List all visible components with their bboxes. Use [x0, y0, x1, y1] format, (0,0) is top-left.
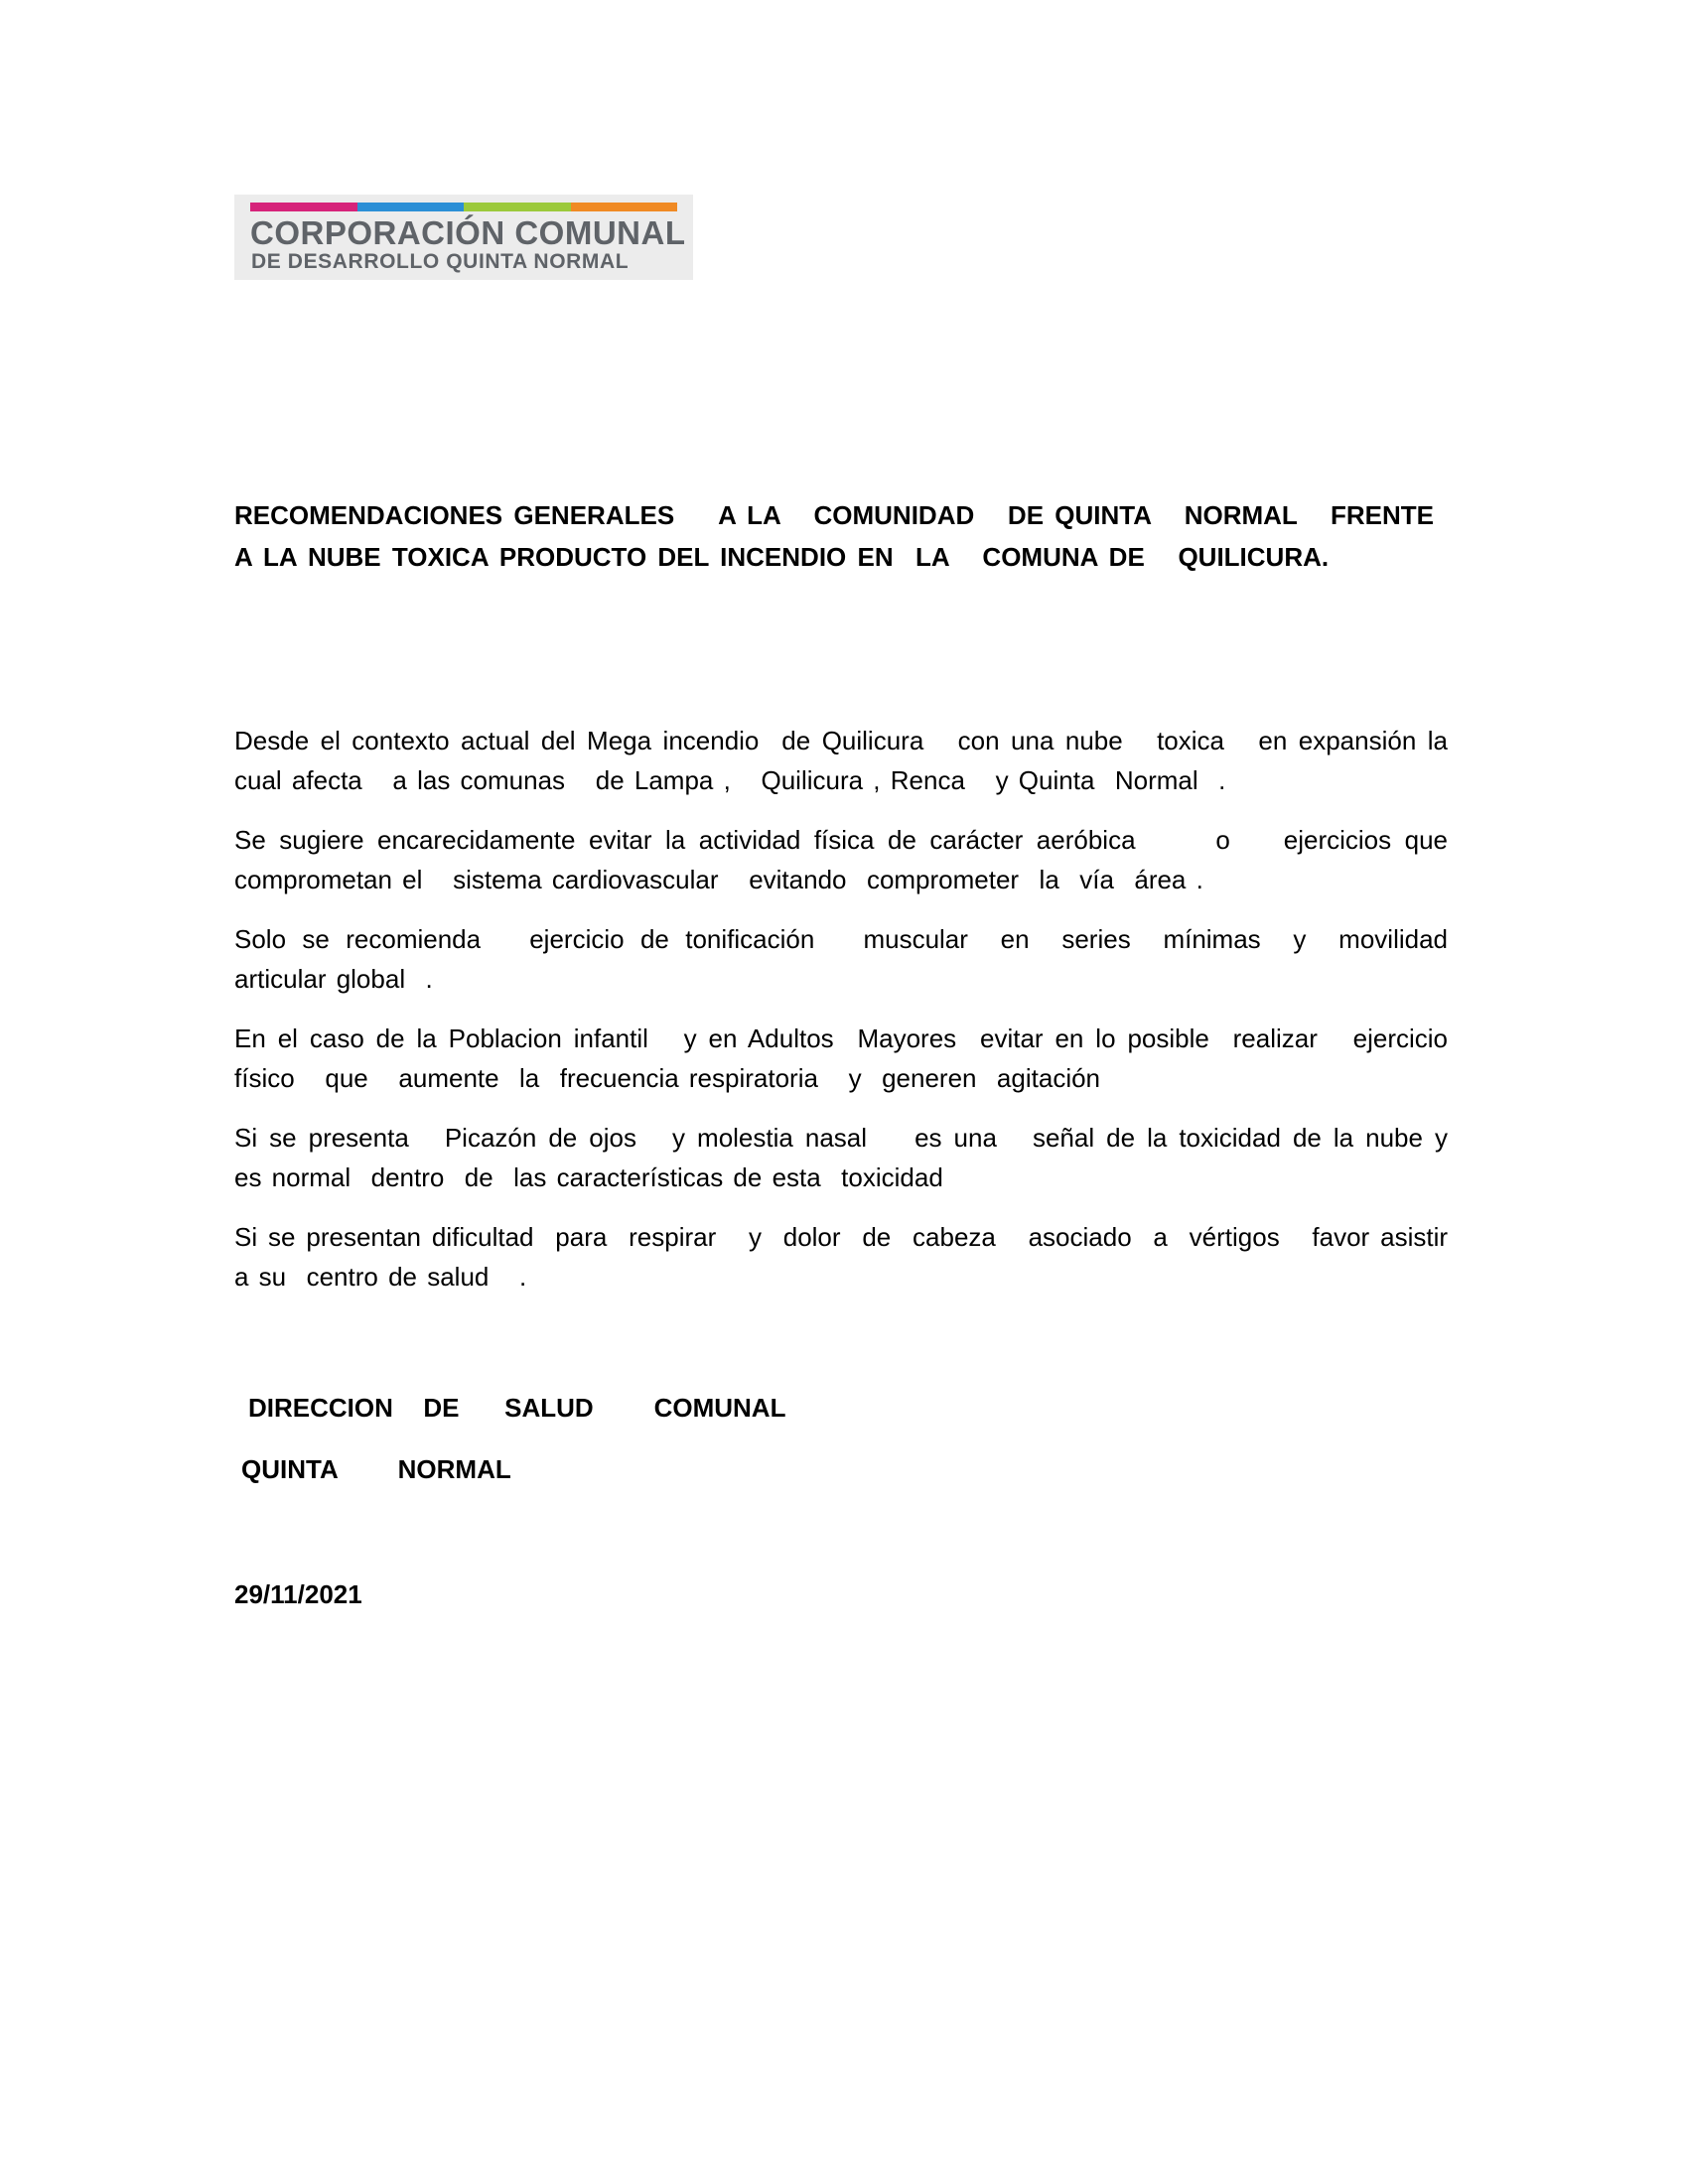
logo-bar-magenta [250, 203, 357, 211]
paragraph-toning-exercise: Solo se recomienda ejercicio de tonificación muscular en series mínimas y movilidad articular global . [234, 924, 1488, 994]
paragraph-children-elderly: En el caso de la Poblacion infantil y en Adultos Mayores evitar en lo posible realizar ejercicio físico que aumente la frecuencia respiratoria y generen agitación [234, 1024, 1459, 1093]
paragraph-seek-care: Si se presentan dificultad para respirar y dolor de cabeza asociado a vértigos favor asistir a su centro de salud . [234, 1222, 1469, 1292]
document-title: RECOMENDACIONES GENERALES A LA COMUNIDAD DE QUINTA NORMAL FRENTE A LA NUBE TOXICA PRODUCTO DEL INCENDIO EN LA COMUNA DE QUILICURA. [234, 500, 1467, 572]
paragraph-context: Desde el contexto actual del Mega incendio de Quilicura con una nube toxica en expansión la cual afecta a las comunas de Lampa , Quilicura , Renca y Quinta Normal . [234, 726, 1478, 795]
logo-text-line1: CORPORACIÓN COMUNAL [250, 214, 686, 251]
signature-commune: QUINTA NORMAL [241, 1454, 511, 1484]
document-date: 29/11/2021 [234, 1579, 362, 1609]
recommendations-body [234, 721, 1488, 1316]
logo-bar-orange [571, 203, 678, 211]
signature-department: DIRECCION DE SALUD COMUNAL [248, 1393, 786, 1423]
paragraph-symptoms: Si se presenta Picazón de ojos y molestia nasal es una señal de la toxicidad de la nube y es normal dentro de las características de esta toxicidad [234, 1123, 1488, 1192]
logo-bar-blue [357, 203, 465, 211]
logo-color-bars [250, 203, 677, 211]
logo-bar-green [464, 203, 571, 211]
logo-text-line2: DE DESARROLLO QUINTA NORMAL [251, 250, 630, 273]
paragraph-avoid-aerobic: Se sugiere encarecidamente evitar la actividad física de carácter aeróbica o ejercicios que comprometan el sistema cardiovascular evitando comprometer la vía área . [234, 825, 1459, 894]
corporation-logo [234, 195, 693, 280]
